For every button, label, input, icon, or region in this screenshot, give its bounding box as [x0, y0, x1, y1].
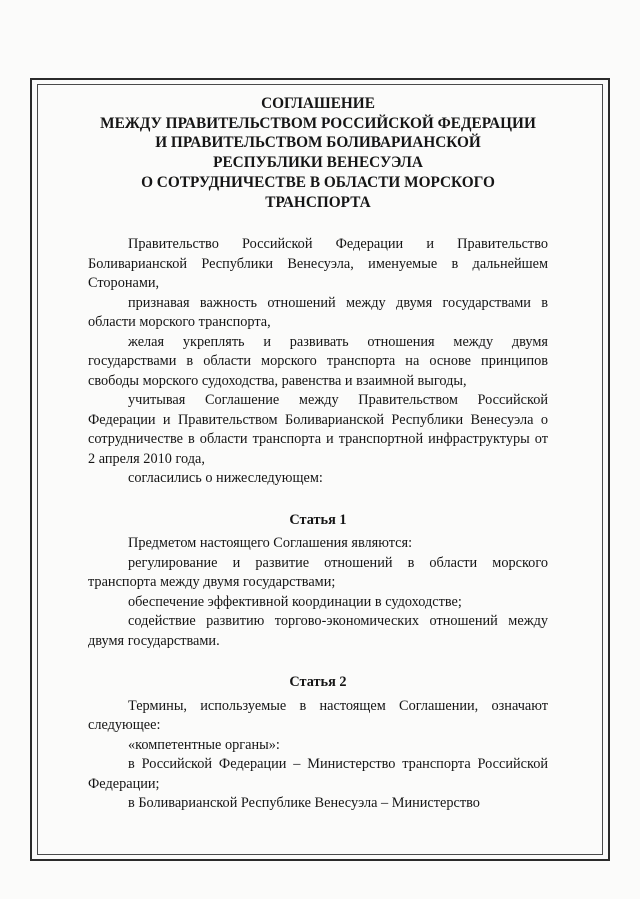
preamble	[88, 235, 548, 489]
preamble-paragraph: Правительство Российской Федерации и Правительство Боливарианской Республики Венесуэла, именуемые в дальнейшем Сторонами,	[88, 236, 548, 292]
title-line: ТРАНСПОРТА	[265, 193, 371, 211]
title-line: МЕЖДУ ПРАВИТЕЛЬСТВОМ РОССИЙСКОЙ ФЕДЕРАЦИИ	[100, 114, 536, 132]
title-line: И ПРАВИТЕЛЬСТВОМ БОЛИВАРИАНСКОЙ	[155, 134, 481, 152]
document-page	[88, 94, 548, 814]
preamble-paragraph: учитывая Соглашение между Правительством Российской Федерации и Правительством Боливарианской Республики Венесуэла о сотрудничестве в области транспорта и транспортной инфраструктуры от 2 апреля 2010 года,	[88, 392, 548, 467]
article-2-paragraph: «компетентные органы»:	[128, 736, 280, 753]
article-1-paragraph: содействие развитию торгово-экономических отношений между двумя государствами.	[88, 613, 548, 649]
article-2-paragraph: в Боливарианской Республике Венесуэла – Министерство	[128, 795, 480, 812]
article-1-paragraph: обеспечение эффективной координации в судоходстве;	[128, 593, 462, 610]
article-1-paragraph: Предметом настоящего Соглашения являются:	[128, 535, 413, 552]
document-title	[88, 94, 548, 212]
preamble-paragraph: согласились о нижеследующем:	[128, 470, 323, 487]
preamble-paragraph: желая укреплять и развивать отношения между двумя государствами в области морского транспорта на основе принципов свободы морского судоходства, равенства и взаимной выгоды,	[88, 333, 548, 389]
article-2-body	[88, 697, 548, 814]
article-1-body	[88, 534, 548, 651]
title-line: СОГЛАШЕНИЕ	[261, 95, 375, 112]
article-2-paragraph: Термины, используемые в настоящем Соглашении, означают следующее:	[88, 697, 548, 734]
title-line: РЕСПУБЛИКИ ВЕНЕСУЭЛА	[213, 154, 423, 172]
article-1-heading: Статья 1	[289, 511, 347, 528]
title-line: О СОТРУДНИЧЕСТВЕ В ОБЛАСТИ МОРСКОГО	[141, 173, 495, 191]
article-2-paragraph: в Российской Федерации – Министерство транспорта Российской Федерации;	[88, 756, 548, 792]
article-2-heading: Статья 2	[289, 674, 347, 691]
article-1-paragraph: регулирование и развитие отношений в области морского транспорта между двумя государствами;	[88, 554, 548, 591]
preamble-paragraph: признавая важность отношений между двумя государствами в области морского транспорта,	[88, 294, 548, 331]
